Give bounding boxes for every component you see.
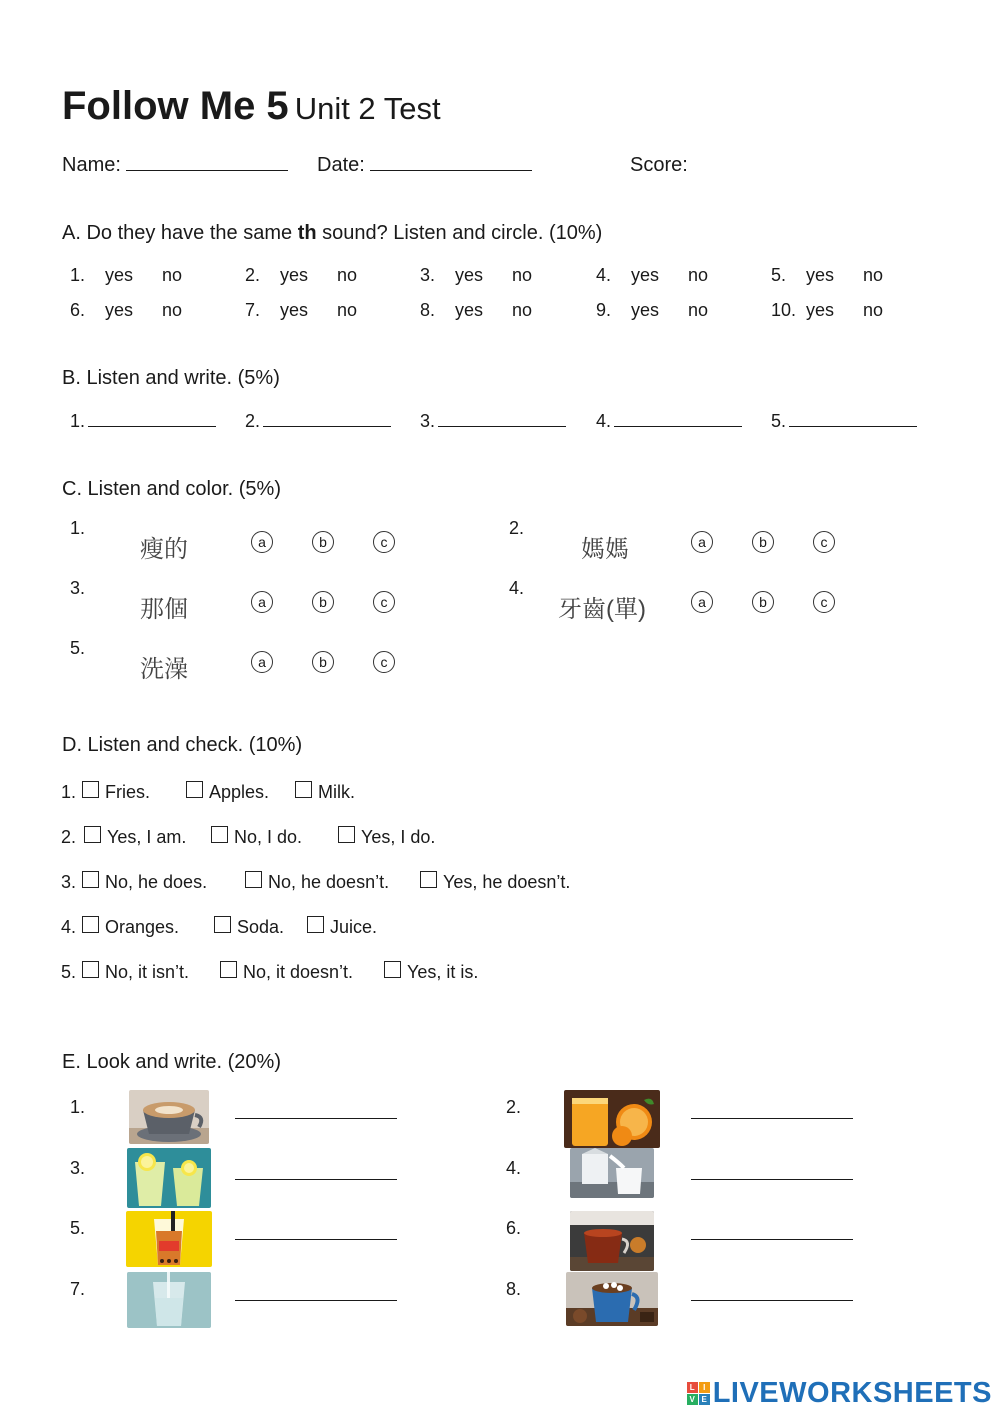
no-option[interactable]: no xyxy=(162,265,183,285)
check-option[interactable] xyxy=(82,872,207,893)
yes-option[interactable]: yes xyxy=(455,300,484,320)
tea-image xyxy=(570,1211,654,1271)
section-a-title-part: sound? Listen and circle. (10%) xyxy=(316,222,603,244)
item-number: 8. xyxy=(420,300,436,320)
section-a-item xyxy=(596,300,708,321)
option-label: No, it isn’t. xyxy=(105,962,190,982)
color-option-a[interactable]: a xyxy=(251,591,273,613)
option-label: Yes, he doesn’t. xyxy=(443,872,571,892)
chinese-word: 洗澡 xyxy=(140,656,188,683)
item-number: 1. xyxy=(70,1097,86,1117)
answer-line[interactable] xyxy=(235,1239,397,1240)
item-number: 8. xyxy=(506,1279,522,1299)
item-number: 2. xyxy=(245,411,261,431)
no-option[interactable]: no xyxy=(688,265,709,285)
answer-blank[interactable] xyxy=(789,410,917,427)
item-number: 9. xyxy=(596,300,612,320)
option-label: No, I do. xyxy=(234,827,303,847)
color-option-c[interactable]: c xyxy=(373,531,395,553)
checkbox[interactable] xyxy=(186,781,203,798)
checkbox[interactable] xyxy=(384,961,401,978)
check-option[interactable] xyxy=(220,962,353,983)
date-blank[interactable] xyxy=(370,154,532,171)
item-number: 5. xyxy=(771,265,787,285)
date-label: Date: xyxy=(317,154,365,176)
yes-option[interactable]: yes xyxy=(631,300,660,320)
lemonade-image xyxy=(127,1148,211,1208)
item-number: 2. xyxy=(506,1097,522,1117)
option-label: Yes, I do. xyxy=(361,827,436,847)
item-number: 10. xyxy=(771,300,797,320)
item-number: 3. xyxy=(70,1158,86,1178)
section-a-item xyxy=(771,300,883,321)
yes-option[interactable]: yes xyxy=(806,300,835,320)
item-number: 1. xyxy=(70,518,86,538)
yes-option[interactable]: yes xyxy=(455,265,484,285)
option-label: Apples. xyxy=(209,782,270,802)
yes-option[interactable]: yes xyxy=(280,265,309,285)
answer-blank[interactable] xyxy=(614,410,742,427)
item-number: 4. xyxy=(596,411,612,431)
section-a-item xyxy=(70,300,182,321)
item-number: 2. xyxy=(509,518,525,538)
option-label: Yes, I am. xyxy=(107,827,187,847)
no-option[interactable]: no xyxy=(337,300,358,320)
item-number: 1. xyxy=(61,782,77,802)
item-number: 6. xyxy=(506,1218,522,1238)
check-option[interactable] xyxy=(295,782,355,803)
section-b-item xyxy=(70,410,216,432)
item-number: 1. xyxy=(70,411,86,431)
yes-option[interactable]: yes xyxy=(105,265,134,285)
name-field[interactable] xyxy=(62,154,288,177)
item-number: 5. xyxy=(70,1218,86,1238)
option-label: No, it doesn’t. xyxy=(243,962,354,982)
item-number: 3. xyxy=(70,578,86,598)
answer-line[interactable] xyxy=(235,1179,397,1180)
bubble-tea-image xyxy=(126,1211,212,1267)
item-number: 3. xyxy=(420,411,436,431)
checkbox[interactable] xyxy=(307,916,324,933)
section-b-title: B. Listen and write. (5%) xyxy=(62,367,280,389)
date-field[interactable] xyxy=(317,154,532,177)
item-number: 7. xyxy=(70,1279,86,1299)
section-b-item xyxy=(420,410,566,432)
name-label: Name: xyxy=(62,154,121,176)
color-option-a[interactable]: a xyxy=(251,651,273,673)
item-number: 2. xyxy=(245,265,261,285)
section-d-title: D. Listen and check. (10%) xyxy=(62,734,303,756)
color-option-a[interactable]: a xyxy=(691,591,713,613)
color-option-c[interactable]: c xyxy=(813,591,835,613)
no-option[interactable]: no xyxy=(337,265,358,285)
color-option-b[interactable]: b xyxy=(312,591,334,613)
color-option-c[interactable]: c xyxy=(813,531,835,553)
answer-blank[interactable] xyxy=(263,410,391,427)
logo-letter: V xyxy=(687,1394,698,1405)
no-option[interactable]: no xyxy=(863,300,884,320)
checkbox[interactable] xyxy=(82,916,99,933)
chinese-word: 瘦的 xyxy=(140,536,188,563)
item-number: 5. xyxy=(61,962,77,982)
orange-juice-image xyxy=(564,1090,660,1148)
logo-icon xyxy=(687,1382,710,1405)
answer-line[interactable] xyxy=(235,1300,397,1301)
check-option[interactable] xyxy=(82,962,189,983)
hot-chocolate-image xyxy=(566,1272,658,1326)
option-label: Soda. xyxy=(237,917,285,937)
no-option[interactable]: no xyxy=(162,300,183,320)
check-option[interactable] xyxy=(245,872,389,893)
section-a-title-bold: th xyxy=(297,222,317,244)
water-image xyxy=(127,1272,211,1328)
checkbox[interactable] xyxy=(82,871,99,888)
chinese-word: 那個 xyxy=(140,596,188,623)
item-number: 3. xyxy=(61,872,77,892)
checkbox[interactable] xyxy=(220,961,237,978)
checkbox[interactable] xyxy=(82,781,99,798)
section-a-item xyxy=(70,265,182,286)
section-a-item xyxy=(771,265,883,286)
logo-text: LIVEWORKSHEETS xyxy=(712,1377,992,1409)
section-a-item xyxy=(420,300,532,321)
option-label: No, he does. xyxy=(105,872,208,892)
item-number: 3. xyxy=(420,265,436,285)
title-main: Follow Me 5 xyxy=(62,84,289,128)
section-a-title xyxy=(62,222,602,245)
logo-letter: E xyxy=(699,1394,710,1405)
milk-image xyxy=(570,1148,654,1198)
item-number: 4. xyxy=(596,265,612,285)
check-option[interactable] xyxy=(338,827,435,848)
no-option[interactable]: no xyxy=(512,300,533,320)
title-sub: Unit 2 Test xyxy=(294,91,441,126)
check-option[interactable] xyxy=(214,917,284,938)
checkbox[interactable] xyxy=(84,826,101,843)
answer-line[interactable] xyxy=(235,1118,397,1119)
item-number: 6. xyxy=(70,300,86,320)
answer-blank[interactable] xyxy=(88,410,216,427)
option-label: Milk. xyxy=(318,782,355,802)
section-a-item xyxy=(596,265,708,286)
item-number: 5. xyxy=(771,411,787,431)
item-number: 7. xyxy=(245,300,261,320)
no-option[interactable]: no xyxy=(863,265,884,285)
checkbox[interactable] xyxy=(214,916,231,933)
checkbox[interactable] xyxy=(295,781,312,798)
item-number: 5. xyxy=(70,638,86,658)
item-number: 4. xyxy=(506,1158,522,1178)
checkbox[interactable] xyxy=(82,961,99,978)
check-option[interactable] xyxy=(307,917,377,938)
color-option-b[interactable]: b xyxy=(312,531,334,553)
answer-line[interactable] xyxy=(691,1239,853,1240)
logo-letter: I xyxy=(699,1382,710,1393)
section-b-item xyxy=(245,410,391,432)
name-blank[interactable] xyxy=(126,154,288,171)
coffee-image xyxy=(129,1090,209,1144)
check-option[interactable] xyxy=(384,962,478,983)
answer-blank[interactable] xyxy=(438,410,566,427)
checkbox[interactable] xyxy=(420,871,437,888)
yes-option[interactable]: yes xyxy=(105,300,134,320)
check-option[interactable] xyxy=(82,917,179,938)
yes-option[interactable]: yes xyxy=(806,265,835,285)
section-a-title-part: A. Do they have the same xyxy=(62,222,298,244)
answer-line[interactable] xyxy=(691,1300,853,1301)
section-a-item xyxy=(245,300,357,321)
option-label: No, he doesn’t. xyxy=(268,872,390,892)
item-number: 2. xyxy=(61,827,77,847)
check-option[interactable] xyxy=(84,827,186,848)
color-option-c[interactable]: c xyxy=(373,591,395,613)
chinese-word: 牙齒(單) xyxy=(558,596,646,623)
item-number: 4. xyxy=(61,917,77,937)
option-label: Oranges. xyxy=(105,917,180,937)
section-e-title: E. Look and write. (20%) xyxy=(62,1051,281,1073)
logo-letter: L xyxy=(687,1382,698,1393)
check-option[interactable] xyxy=(186,782,269,803)
liveworksheets-logo xyxy=(687,1377,992,1410)
color-option-a[interactable]: a xyxy=(251,531,273,553)
section-a-item xyxy=(245,265,357,286)
color-option-b[interactable]: b xyxy=(312,651,334,673)
item-number: 4. xyxy=(509,578,525,598)
section-a-item xyxy=(420,265,532,286)
checkbox[interactable] xyxy=(245,871,262,888)
check-option[interactable] xyxy=(420,872,570,893)
option-label: Yes, it is. xyxy=(407,962,479,982)
section-c-title: C. Listen and color. (5%) xyxy=(62,478,281,500)
page-title xyxy=(62,84,441,129)
no-option[interactable]: no xyxy=(688,300,709,320)
color-option-c[interactable]: c xyxy=(373,651,395,673)
color-option-b[interactable]: b xyxy=(752,591,774,613)
answer-line[interactable] xyxy=(691,1179,853,1180)
color-option-b[interactable]: b xyxy=(752,531,774,553)
color-option-a[interactable]: a xyxy=(691,531,713,553)
yes-option[interactable]: yes xyxy=(631,265,660,285)
checkbox[interactable] xyxy=(211,826,228,843)
section-b-item xyxy=(771,410,917,432)
option-label: Juice. xyxy=(330,917,378,937)
check-option[interactable] xyxy=(211,827,302,848)
section-b-item xyxy=(596,410,742,432)
check-option[interactable] xyxy=(82,782,150,803)
chinese-word: 媽媽 xyxy=(581,536,629,563)
score-label: Score: xyxy=(630,154,688,176)
checkbox[interactable] xyxy=(338,826,355,843)
answer-line[interactable] xyxy=(691,1118,853,1119)
item-number: 1. xyxy=(70,265,86,285)
option-label: Fries. xyxy=(105,782,150,802)
yes-option[interactable]: yes xyxy=(280,300,309,320)
no-option[interactable]: no xyxy=(512,265,533,285)
